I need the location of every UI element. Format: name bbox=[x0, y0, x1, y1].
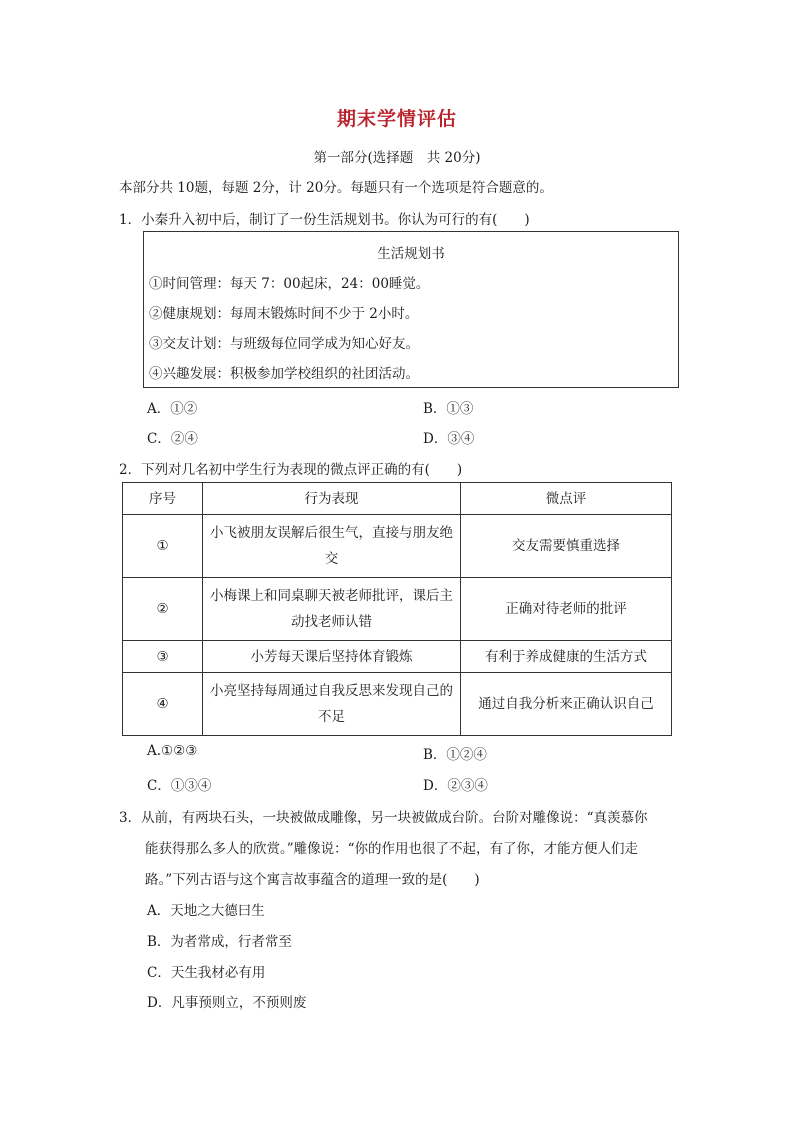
row-behavior: 小梅课上和同桌聊天被老师批评，课后主动找老师认错 bbox=[203, 578, 461, 641]
col-header-comment: 微点评 bbox=[461, 483, 672, 515]
page-title: 期末学情评估 bbox=[336, 108, 457, 130]
row-number: ④ bbox=[123, 673, 203, 736]
q1-plan-line: ④兴趣发展：积极参加学校组织的社团活动。 bbox=[149, 366, 419, 382]
q3-stem-line: 能获得那么多人的欣赏。”雕像说：“你的作用也很了不起，有了你，才能方便人们走 bbox=[145, 841, 639, 857]
q1-stem: 1．小秦升入初中后，制订了一份生活规划书。你认为可行的有( ) bbox=[119, 212, 530, 228]
q1-plan-box bbox=[143, 231, 679, 388]
q2-option-a: A.①②③ bbox=[147, 743, 198, 759]
q1-plan-line: ①时间管理：每天 7：00起床，24：00睡觉。 bbox=[149, 276, 430, 292]
instruction-text: 本部分共 10题，每题 2分，计 20分。每题只有一个选项是符合题意的。 bbox=[119, 180, 553, 196]
row-behavior: 小亮坚持每周通过自我反思来发现自己的不足 bbox=[203, 673, 461, 736]
table-row bbox=[123, 673, 672, 736]
table-row bbox=[123, 641, 672, 673]
table-row bbox=[123, 515, 672, 578]
q3-stem-line: 3．从前，有两块石头，一块被做成雕像，另一块被做成台阶。台阶对雕像说：“真羡慕你 bbox=[119, 810, 648, 826]
q1-plan-line: ②健康规划：每周末锻炼时间不少于 2小时。 bbox=[149, 306, 419, 322]
q2-option-b: B．①②④ bbox=[423, 747, 487, 763]
row-number: ③ bbox=[123, 641, 203, 673]
q3-option-c: C．天生我材必有用 bbox=[147, 965, 266, 981]
col-header-no: 序号 bbox=[123, 483, 203, 515]
col-header-behavior: 行为表现 bbox=[203, 483, 461, 515]
table-row bbox=[123, 578, 672, 641]
row-comment: 有利于养成健康的生活方式 bbox=[461, 641, 672, 673]
q3-option-a: A．天地之大德曰生 bbox=[147, 903, 265, 919]
q1-option-c: C．②④ bbox=[147, 431, 198, 447]
q2-option-d: D．②③④ bbox=[423, 778, 488, 794]
row-comment: 通过自我分析来正确认识自己 bbox=[461, 673, 672, 736]
q1-plan-line: ③交友计划：与班级每位同学成为知心好友。 bbox=[149, 336, 419, 352]
row-number: ② bbox=[123, 578, 203, 641]
row-number: ① bbox=[123, 515, 203, 578]
row-behavior: 小芳每天课后坚持体育锻炼 bbox=[203, 641, 461, 673]
q2-header-row bbox=[123, 483, 672, 515]
q3-stem-line: 路。”下列古语与这个寓言故事蕴含的道理一致的是( ) bbox=[145, 872, 480, 888]
q2-table bbox=[122, 482, 672, 736]
q2-stem: 2．下列对几名初中学生行为表现的微点评正确的有( ) bbox=[119, 462, 463, 478]
row-comment: 交友需要慎重选择 bbox=[461, 515, 672, 578]
section-heading: 第一部分(选择题 共 20分) bbox=[313, 150, 481, 166]
q1-option-d: D．③④ bbox=[423, 431, 475, 447]
q2-option-c: C．①③④ bbox=[147, 778, 212, 794]
row-comment: 正确对待老师的批评 bbox=[461, 578, 672, 641]
q1-option-a: A．①② bbox=[147, 401, 198, 417]
q3-option-b: B．为者常成，行者常至 bbox=[147, 934, 292, 950]
q1-option-b: B．①③ bbox=[423, 401, 474, 417]
q1-plan-title: 生活规划书 bbox=[377, 246, 445, 262]
q3-option-d: D．凡事预则立，不预则废 bbox=[147, 995, 307, 1011]
row-behavior: 小飞被朋友误解后很生气，直接与朋友绝交 bbox=[203, 515, 461, 578]
